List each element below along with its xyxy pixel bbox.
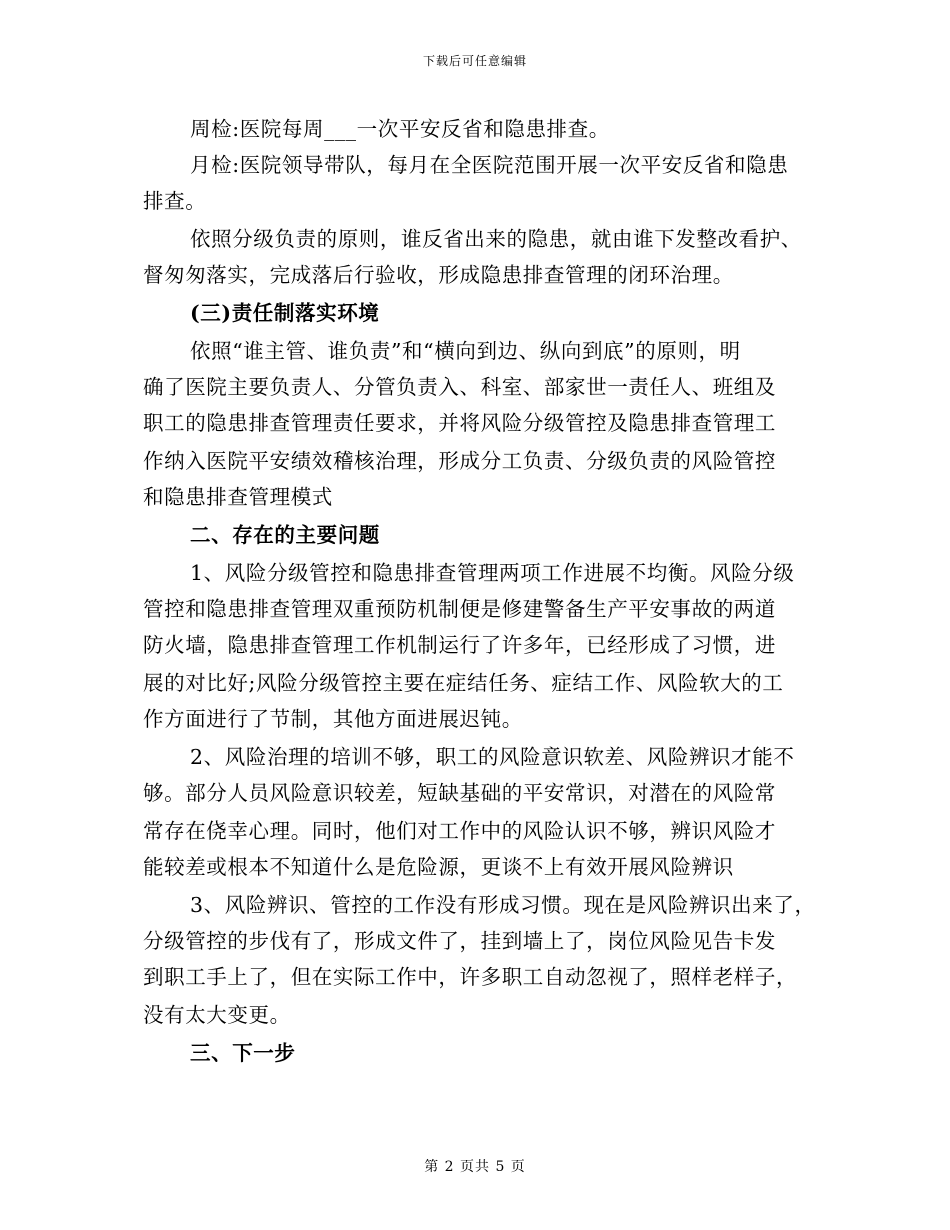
page-footer: 第 2 页共 5 页 [424,1159,526,1175]
paragraph-line: 到职工手上了，但在实际工作中，许多职工自动忽视了，照样老样子， [143,965,798,989]
paragraph-line: 确了医院主要负责人、分管负责入、科室、部家世一责任人、班组及 [143,375,776,399]
paragraph-line: 依照“谁主管、谁负责”和“横向到边、纵向到底”的原则，明 [190,339,741,363]
paragraph-line: 能较差或根本不知道什么是危险源，更谈不上有效开展风险辨识 [143,855,734,879]
paragraph-line: 月检:医院领导带队，每月在全医院范围开展一次平安反省和隐患 [190,153,789,177]
paragraph-line: 和隐患排查管理模式 [143,485,333,509]
paragraph-line: 周检:医院每周___一次平安反省和隐患排查。 [190,117,610,141]
section-heading: (三)责任制落实环境 [190,301,380,325]
page-header: 下载后可任意编辑 [422,54,527,68]
paragraph-line: 作方面进行了节制，其他方面进展迟钝。 [143,707,523,731]
paragraph-line: 依照分级负责的原则，谁反省出来的隐患，就由谁下发整改看护、 [190,227,802,251]
paragraph-line: 作纳入医院平安绩效稽核治理，形成分工负责、分级负责的风险管控 [143,449,776,473]
paragraph-line: 展的对比好;风险分级管控主要在症结任务、症结工作、风险软大的工 [143,671,784,695]
paragraph-line: 没有太大变更。 [143,1003,291,1027]
paragraph-line: 管控和隐患排查管理双重预防机制便是修建警备生产平安事故的两道 [143,597,776,621]
paragraph-line: 3、风险辨识、管控的工作没有形成习惯。现在是风险辨识出来了， [190,893,816,917]
paragraph-line: 2、风险治理的培训不够，职工的风险意识软差、风险辨识才能不 [190,745,795,769]
paragraph-line: 防火墙，隐患排查管理工作机制运行了许多年，已经形成了习惯，进 [143,633,776,657]
section-heading: 二、存在的主要问题 [190,523,380,547]
paragraph-line: 够。部分人员风险意识较差，短缺基础的平安常识，对潜在的风险常 [143,781,776,805]
paragraph-line: 常存在侥幸心理。同时，他们对工作中的风险认识不够，辨识风险才 [143,819,776,843]
paragraph-line: 排查。 [143,189,207,213]
paragraph-line: 1、风险分级管控和隐患排查管理两项工作进展不均衡。风险分级 [190,561,795,585]
paragraph-line: 督匆匆落实，完成落后行验收，形成隐患排查管理的闭环治理。 [143,263,734,287]
paragraph-line: 分级管控的步伐有了，形成文件了，挂到墙上了，岗位风险见告卡发 [143,929,776,953]
section-heading: 三、下一步 [190,1041,296,1065]
paragraph-line: 职工的隐患排查管理责任要求，并将风险分级管控及隐患排查管理工 [143,411,776,435]
